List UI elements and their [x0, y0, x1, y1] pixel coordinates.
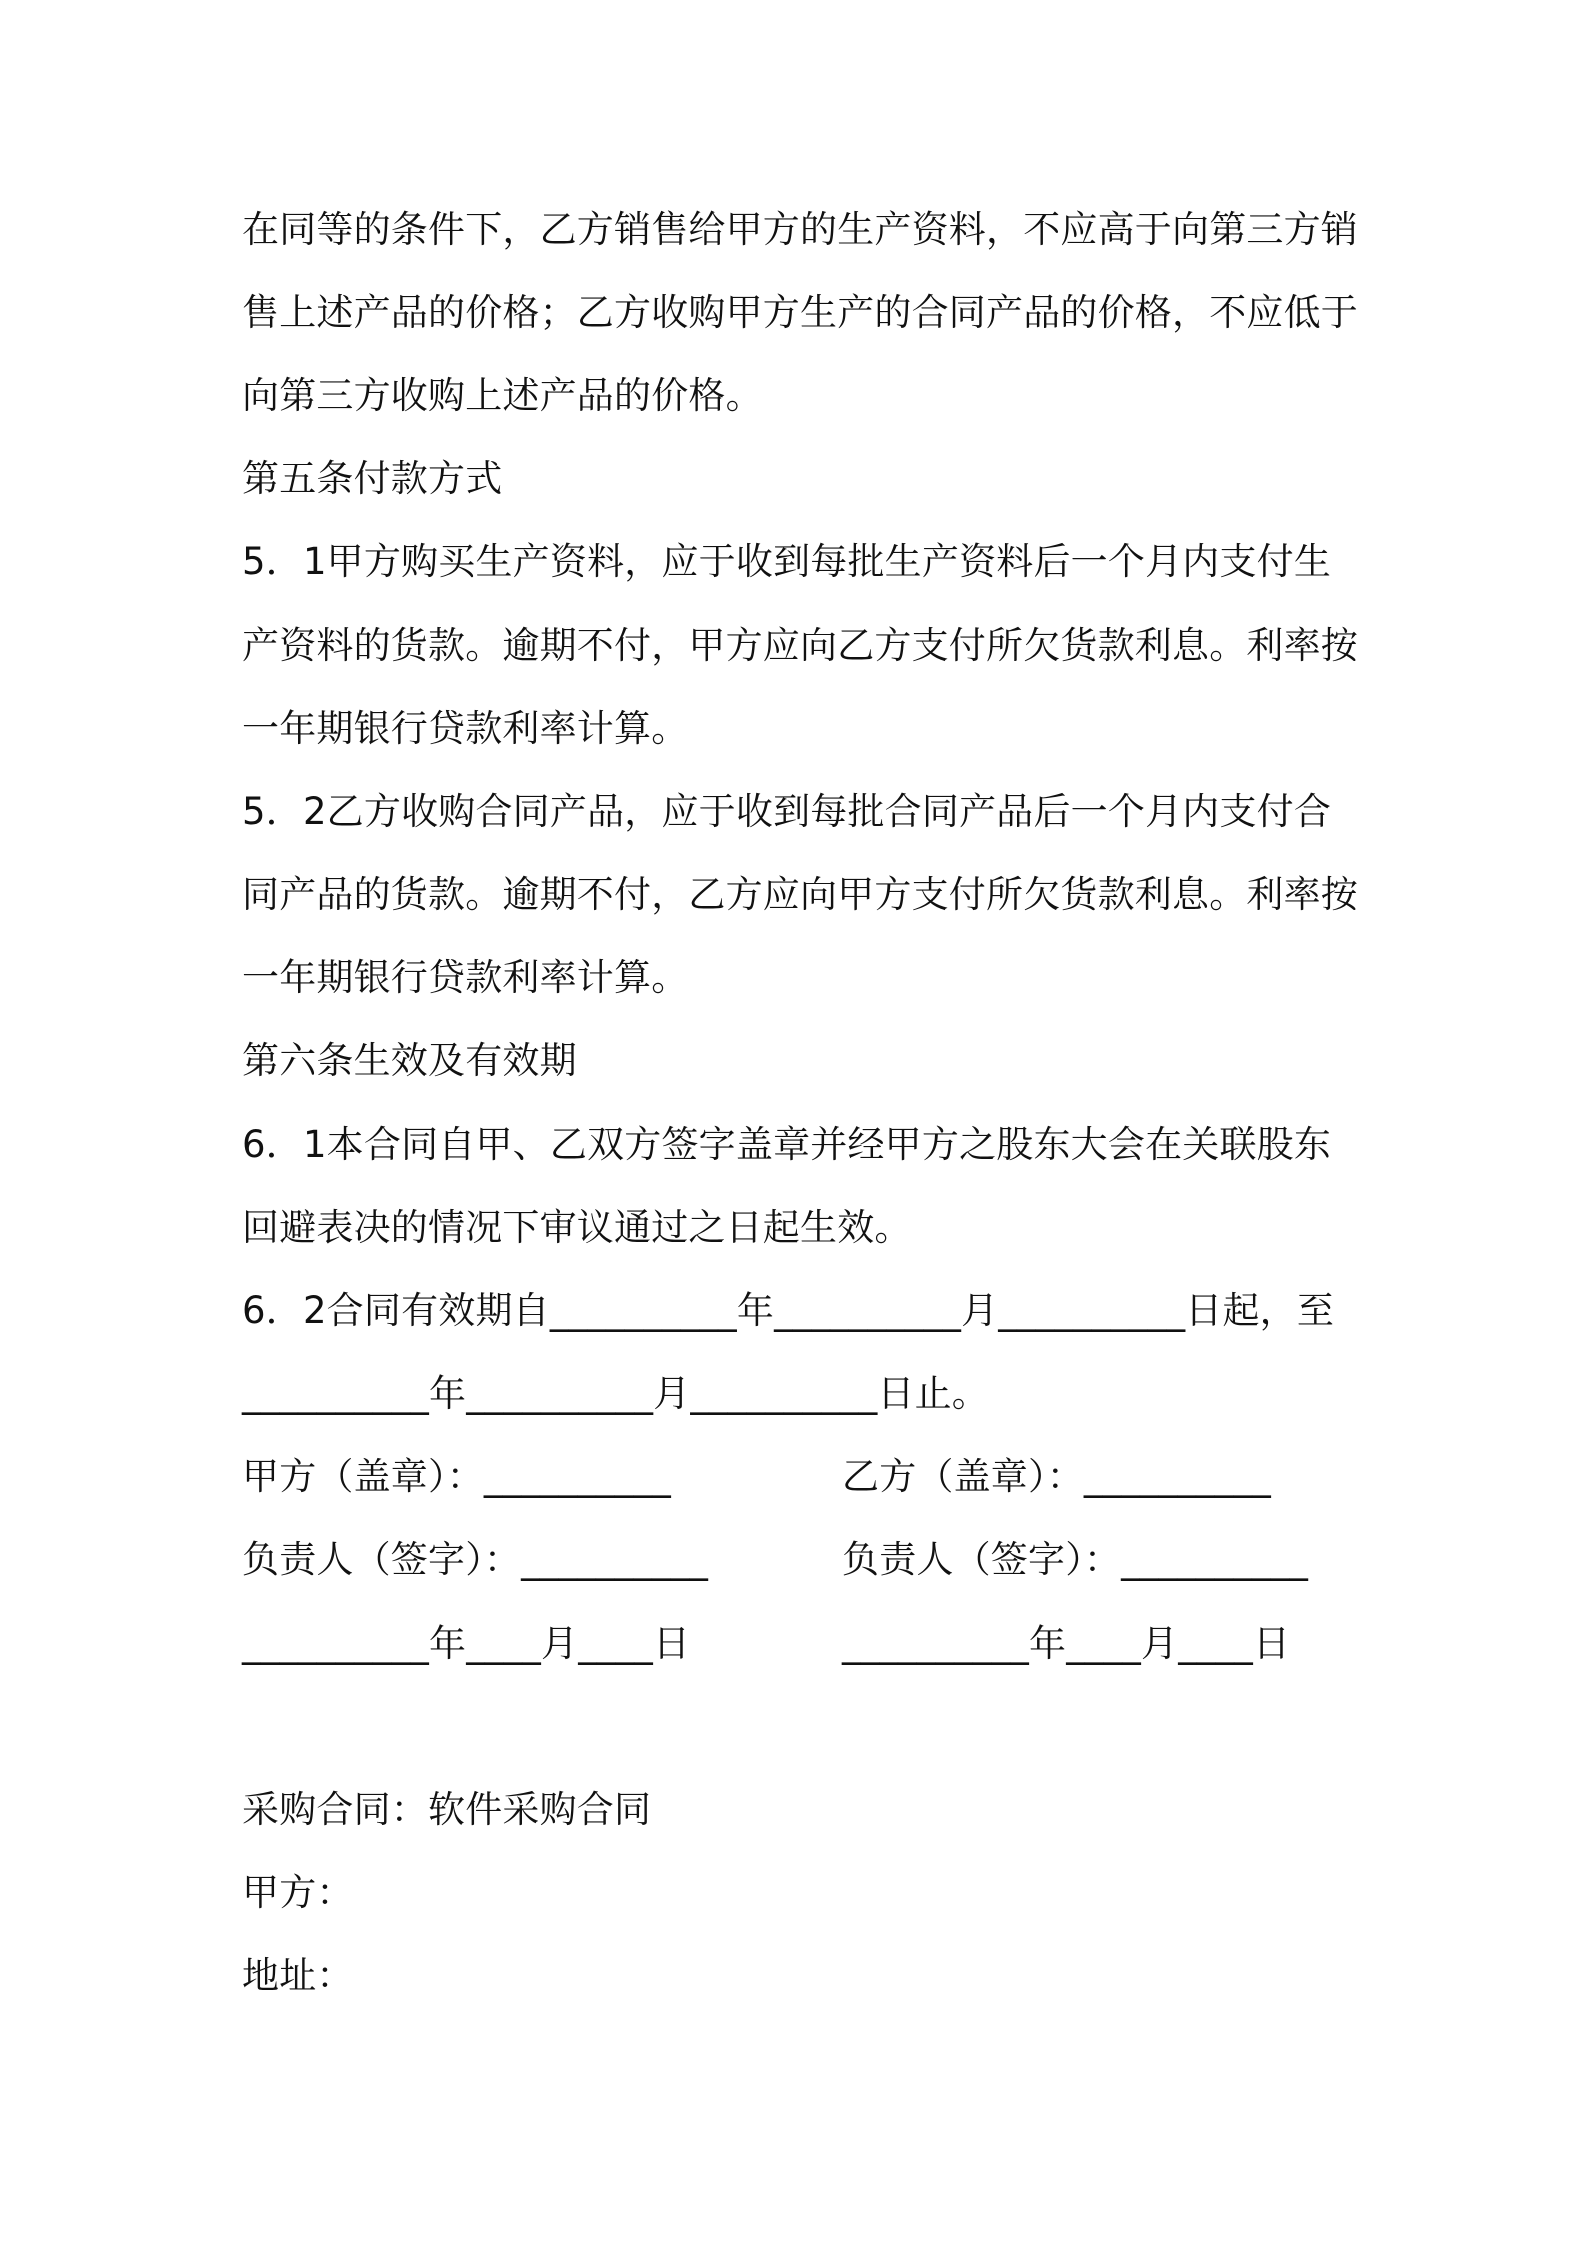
clause-6-2-line-2: __________年__________月__________日止。 [242, 1372, 989, 1415]
next-contract-address: 地址： [242, 1954, 354, 1997]
paragraph-line-3: 向第三方收购上述产品的价格。 [242, 374, 763, 417]
paragraph-line-1: 在同等的条件下，乙方销售给甲方的生产资料，不应高于向第三方销 [242, 208, 1358, 251]
clause-5-1-line-1: 5．1甲方购买生产资料，应于收到每批生产资料后一个月内支付生 [242, 540, 1332, 583]
party-a-signer-field: 负责人（签字）：__________ [242, 1538, 709, 1581]
clause-5-2-line-3: 一年期银行贷款利率计算。 [242, 956, 689, 999]
party-b-signer-field: 负责人（签字）：__________ [842, 1538, 1309, 1581]
clause-6-2-line-1: 6．2合同有效期自__________年__________月__________日起，至 [242, 1289, 1335, 1332]
clause-5-1-line-3: 一年期银行贷款利率计算。 [242, 707, 689, 750]
clause-5-2-line-1: 5．2乙方收购合同产品，应于收到每批合同产品后一个月内支付合 [242, 790, 1332, 833]
paragraph-line-2: 售上述产品的价格；乙方收购甲方生产的合同产品的价格，不应低于 [242, 291, 1358, 334]
clause-5-1-line-2: 产资料的货款。逾期不付，甲方应向乙方支付所欠货款利息。利率按 [242, 624, 1358, 667]
section-heading-5: 第五条付款方式 [242, 457, 503, 500]
next-contract-title: 采购合同：软件采购合同 [242, 1788, 652, 1831]
clause-6-1-line-1: 6．1本合同自甲、乙双方签字盖章并经甲方之股东大会在关联股东 [242, 1123, 1332, 1166]
party-b-seal-field: 乙方（盖章）：__________ [842, 1455, 1271, 1498]
party-a-date-field: __________年____月____日 [242, 1622, 691, 1665]
party-b-date-field: __________年____月____日 [842, 1622, 1291, 1665]
party-a-seal-field: 甲方（盖章）：__________ [242, 1455, 671, 1498]
section-heading-6: 第六条生效及有效期 [242, 1039, 577, 1082]
clause-5-2-line-2: 同产品的货款。逾期不付，乙方应向甲方支付所欠货款利息。利率按 [242, 873, 1358, 916]
next-contract-party-a: 甲方： [242, 1871, 354, 1914]
clause-6-1-line-2: 回避表决的情况下审议通过之日起生效。 [242, 1206, 912, 1249]
